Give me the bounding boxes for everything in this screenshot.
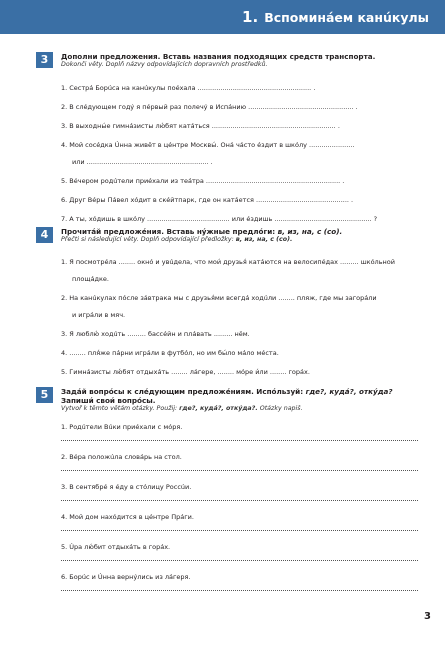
item-sentence: 5. Úра лю́бит отдыхáть в горáх. <box>61 542 171 551</box>
exercise-item: 3. Я люблю́ ходúть ......... бассéйн и плáвать ......... нём. <box>61 329 250 338</box>
item-continuation: или ........................................................... . <box>72 157 213 166</box>
exercise-item <box>61 573 422 591</box>
translation-text: Přečti si následující věty. Doplň odpovídající předložky: <box>61 236 234 243</box>
answer-line[interactable] <box>61 499 418 501</box>
exercise-translation <box>61 405 422 414</box>
exercise-item: 5. Вéчером родúтели приéхали из теáтра ................................................................. . <box>61 176 345 185</box>
chapter-header <box>0 0 445 34</box>
exercise-item: 3. В выходны́е гимнáзисты лю́бят катáться ............................................................ . <box>61 121 340 130</box>
item-sentence: 1. Родúтели Вúки приéхали с мóря. <box>61 422 183 431</box>
exercise-number: 4 <box>36 227 53 243</box>
instruction-text: Задáй вопрóсы к слéдующим предложéниям. Испóльзуй: <box>61 387 304 396</box>
answer-line[interactable] <box>61 589 418 591</box>
chapter-number: 1. <box>242 8 259 26</box>
item-sentence: 2. Вéра положúла словáрь на стол. <box>61 452 182 461</box>
exercise-item <box>61 141 422 166</box>
exercise-instruction <box>61 387 422 405</box>
translation-examples: в, из, на, с (со). <box>235 236 293 243</box>
instruction-line-2: Запиши́ свои́ вопрóсы. <box>61 396 156 405</box>
exercise-item: 6. Друг Вéры Пáвел хóдит в скéйтпарк, где он катáется ............................................. . <box>61 195 354 204</box>
exercise-item <box>61 294 422 319</box>
exercise-translation <box>61 236 422 245</box>
item-continuation: и игрáли в мяч. <box>72 310 126 319</box>
chapter-title <box>242 8 429 26</box>
exercise-item <box>61 258 422 283</box>
translation-text: Vytvoř k těmto větám otázky. Použij: <box>61 405 178 412</box>
exercise-5 <box>36 387 422 603</box>
instruction-examples: где?, кудá?, откýда? <box>305 387 393 396</box>
exercise-item: 5. Гимнáзисты лю́бят отдыхáть ........ лáгере, ........ мóре и́ли ........ горáх. <box>61 367 310 376</box>
exercise-number: 3 <box>36 52 53 68</box>
item-line: 2. На канúкулах пóсле зáвтрака мы с друзья́ми всегдá ходúли ........ пляж, где мы загорáли <box>61 293 377 302</box>
item-line: 1. Я посмотрéла ........ окнó и увúдела, что мои́ друзья́ катáются на велосипéдах ......... шкóльной <box>61 257 395 266</box>
translation-examples: где?, кудá?, откýда?. <box>179 405 258 412</box>
exercise-item: 4. ........ пля́же пáрни игрáли в футбóл, но им бы́ло мáло мéста. <box>61 348 279 357</box>
translation-tail: Otázky napiš. <box>259 405 303 412</box>
exercise-item <box>61 453 422 471</box>
exercise-3 <box>36 52 422 234</box>
answer-line[interactable] <box>61 559 418 561</box>
instruction-examples: в, из, на, с (со). <box>277 227 343 236</box>
exercise-instruction <box>61 227 422 236</box>
page-number: 3 <box>424 611 431 622</box>
exercise-instruction: Дополни предложения. Вставь названия подходящих средств транспорта. <box>61 52 376 61</box>
exercise-number: 5 <box>36 387 53 403</box>
exercise-item <box>61 543 422 561</box>
exercise-item <box>61 513 422 531</box>
instruction-text: Прочитáй предложéния. Вставь нýжные предлóги: <box>61 227 276 236</box>
chapter-name: Вспоминáем канúкулы <box>264 10 429 25</box>
answer-line[interactable] <box>61 439 418 441</box>
exercise-item: 1. Сестрá Борúса на канúкулы поéхала ....................................................... . <box>61 83 316 92</box>
exercise-item <box>61 483 422 501</box>
item-sentence: 4. Мой дом нахóдится в цéнтре Прáги. <box>61 512 194 521</box>
item-line: 4. Мой сосéдка Úнна живёт в цéнтре Москвы́. Онá чáсто éздит в шкóлу ...................... <box>61 140 355 149</box>
exercise-4 <box>36 227 422 387</box>
exercise-item: 2. В слéдующем годý я пéрвый раз полечý в Испáнию ................................................... . <box>61 102 358 111</box>
answer-line[interactable] <box>61 529 418 531</box>
exercise-translation: Dokonči věty. Doplň názvy odpovídajících dopravních prostředků. <box>61 61 268 68</box>
answer-line[interactable] <box>61 469 418 471</box>
exercise-item <box>61 423 422 441</box>
item-sentence: 3. В сентябрé я éду в стóлицу Россúи. <box>61 482 192 491</box>
item-sentence: 6. Борúс и Úнна вернýлись из лáгеря. <box>61 572 191 581</box>
item-continuation: площáдке. <box>72 274 109 283</box>
exercise-item: 7. А ты, хóдишь в шкóлу ........................................ или éздишь ............................................... ? <box>61 214 378 223</box>
